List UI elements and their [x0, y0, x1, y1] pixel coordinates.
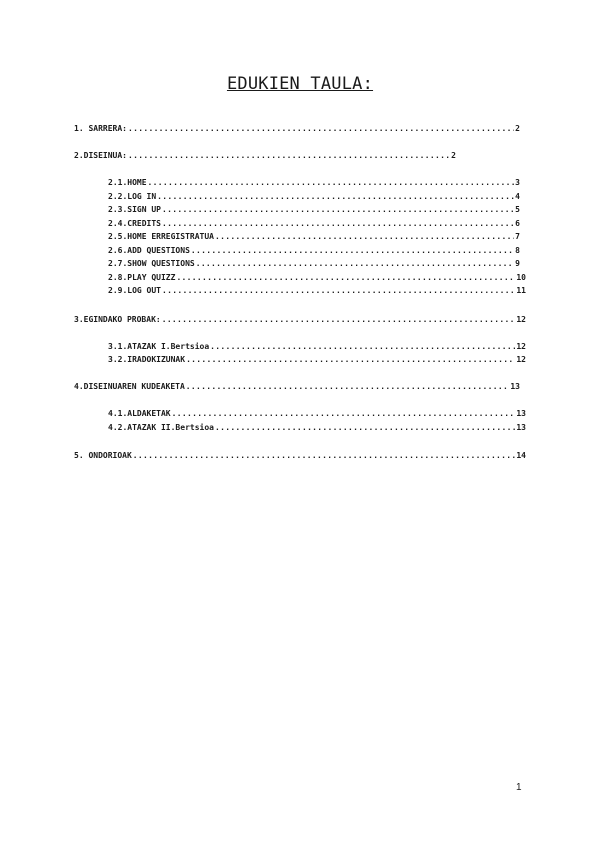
toc-dot-leader: [148, 178, 515, 188]
toc-entry-diseinuaren-kudeaketa: [74, 382, 520, 392]
toc-entry-label: 2.DISEINUA:: [74, 151, 127, 160]
toc-dot-leader: [191, 246, 514, 256]
toc-entry-label: 2.1.HOME: [108, 178, 147, 187]
toc-entry-log-in: [108, 192, 520, 202]
page-number: 1: [516, 782, 522, 793]
toc-dot-leader: [215, 232, 514, 242]
toc-dot-leader: [162, 205, 514, 215]
toc-entry-label: 5. ONDORIOAK: [74, 451, 132, 460]
toc-entry-ondorioak: [74, 451, 526, 461]
toc-dot-leader: [162, 286, 515, 296]
toc-entry-page: 13: [516, 423, 526, 432]
toc-entry-label: 3.2.IRADOKIZUNAK: [108, 355, 186, 364]
toc-dot-leader: [210, 342, 515, 352]
toc-entry-label: 2.2.LOG IN: [108, 192, 157, 201]
toc-entry-page: 12: [516, 315, 526, 324]
toc-entry-iradokizunak: [108, 355, 526, 365]
toc-entry-home: [108, 178, 520, 188]
toc-dot-leader: [196, 259, 514, 269]
toc-entry-page: 13: [516, 409, 526, 418]
toc-entry-page: 3: [515, 178, 520, 187]
toc-dot-leader: [186, 382, 510, 392]
toc-entry-page: 12: [516, 342, 526, 351]
page-title: EDUKIEN TAULA:: [226, 74, 374, 94]
toc-entry-label: 2.6.ADD QUESTIONS: [108, 246, 190, 255]
toc-entry-label: 2.9.LOG OUT: [108, 286, 161, 295]
toc-dot-leader: [133, 451, 516, 461]
toc-entry-sign-up: [108, 205, 520, 215]
toc-entry-page: 13: [510, 382, 520, 391]
toc-entry-egindako-probak: [74, 315, 526, 325]
toc-entry-page: 6: [515, 219, 520, 228]
toc-entry-add-questions: [108, 246, 520, 256]
toc-dot-leader: [176, 273, 515, 283]
toc-entry-page: 11: [516, 286, 526, 295]
toc-entry-label: 2.4.CREDITS: [108, 219, 161, 228]
toc-entry-label: 2.7.SHOW QUESTIONS: [108, 259, 195, 268]
toc-entry-label: 3.EGINDAKO PROBAK:: [74, 315, 161, 324]
toc-entry-page: 8: [515, 246, 520, 255]
toc-entry-log-out: [108, 286, 526, 296]
toc-dot-leader: [128, 124, 514, 134]
toc-entry-play-quizz: [108, 273, 526, 283]
toc-entry-label: 2.3.SIGN UP: [108, 205, 161, 214]
toc-dot-leader: [162, 315, 516, 325]
toc-entry-page: 7: [515, 232, 520, 241]
toc-dot-leader: [128, 151, 450, 161]
toc-entry-page: 4: [515, 192, 520, 201]
toc-entry-page: 5: [515, 205, 520, 214]
toc-entry-show-questions: [108, 259, 520, 269]
toc-entry-page: 2: [515, 124, 520, 133]
toc-entry-label: 2.8.PLAY QUIZZ: [108, 273, 176, 282]
toc-entry-label: 4.1.ALDAKETAK: [108, 409, 171, 418]
toc-dot-leader: [162, 219, 514, 229]
toc-entry-atazak-ii: [108, 423, 526, 433]
toc-entry-label: 3.1.ATAZAK I.Bertsioa: [108, 342, 210, 351]
toc-entry-label: 4.DISEINUAREN KUDEAKETA: [74, 382, 185, 391]
toc-entry-page: 2: [451, 151, 456, 160]
toc-entry-sarrera: [74, 124, 520, 134]
toc-dot-leader: [186, 355, 515, 365]
toc-entry-page: 12: [516, 355, 526, 364]
toc-entry-atazak-i: [108, 342, 526, 352]
toc-entry-aldaketak: [108, 409, 526, 419]
toc-entry-label: 4.2.ATAZAK II.Bertsioa: [108, 423, 214, 432]
toc-entry-page: 14: [516, 451, 526, 460]
toc-entry-credits: [108, 219, 520, 229]
toc-dot-leader: [157, 192, 514, 202]
toc-entry-home-erregistratua: [108, 232, 520, 242]
toc-entry-page: 9: [515, 259, 520, 268]
toc-dot-leader: [215, 423, 515, 433]
toc-entry-diseinua: [74, 151, 456, 161]
toc-entry-label: 1. SARRERA:: [74, 124, 127, 133]
toc-entry-label: 2.5.HOME ERREGISTRATUA: [108, 232, 214, 241]
toc-entry-page: 10: [516, 273, 526, 282]
toc-dot-leader: [172, 409, 516, 419]
